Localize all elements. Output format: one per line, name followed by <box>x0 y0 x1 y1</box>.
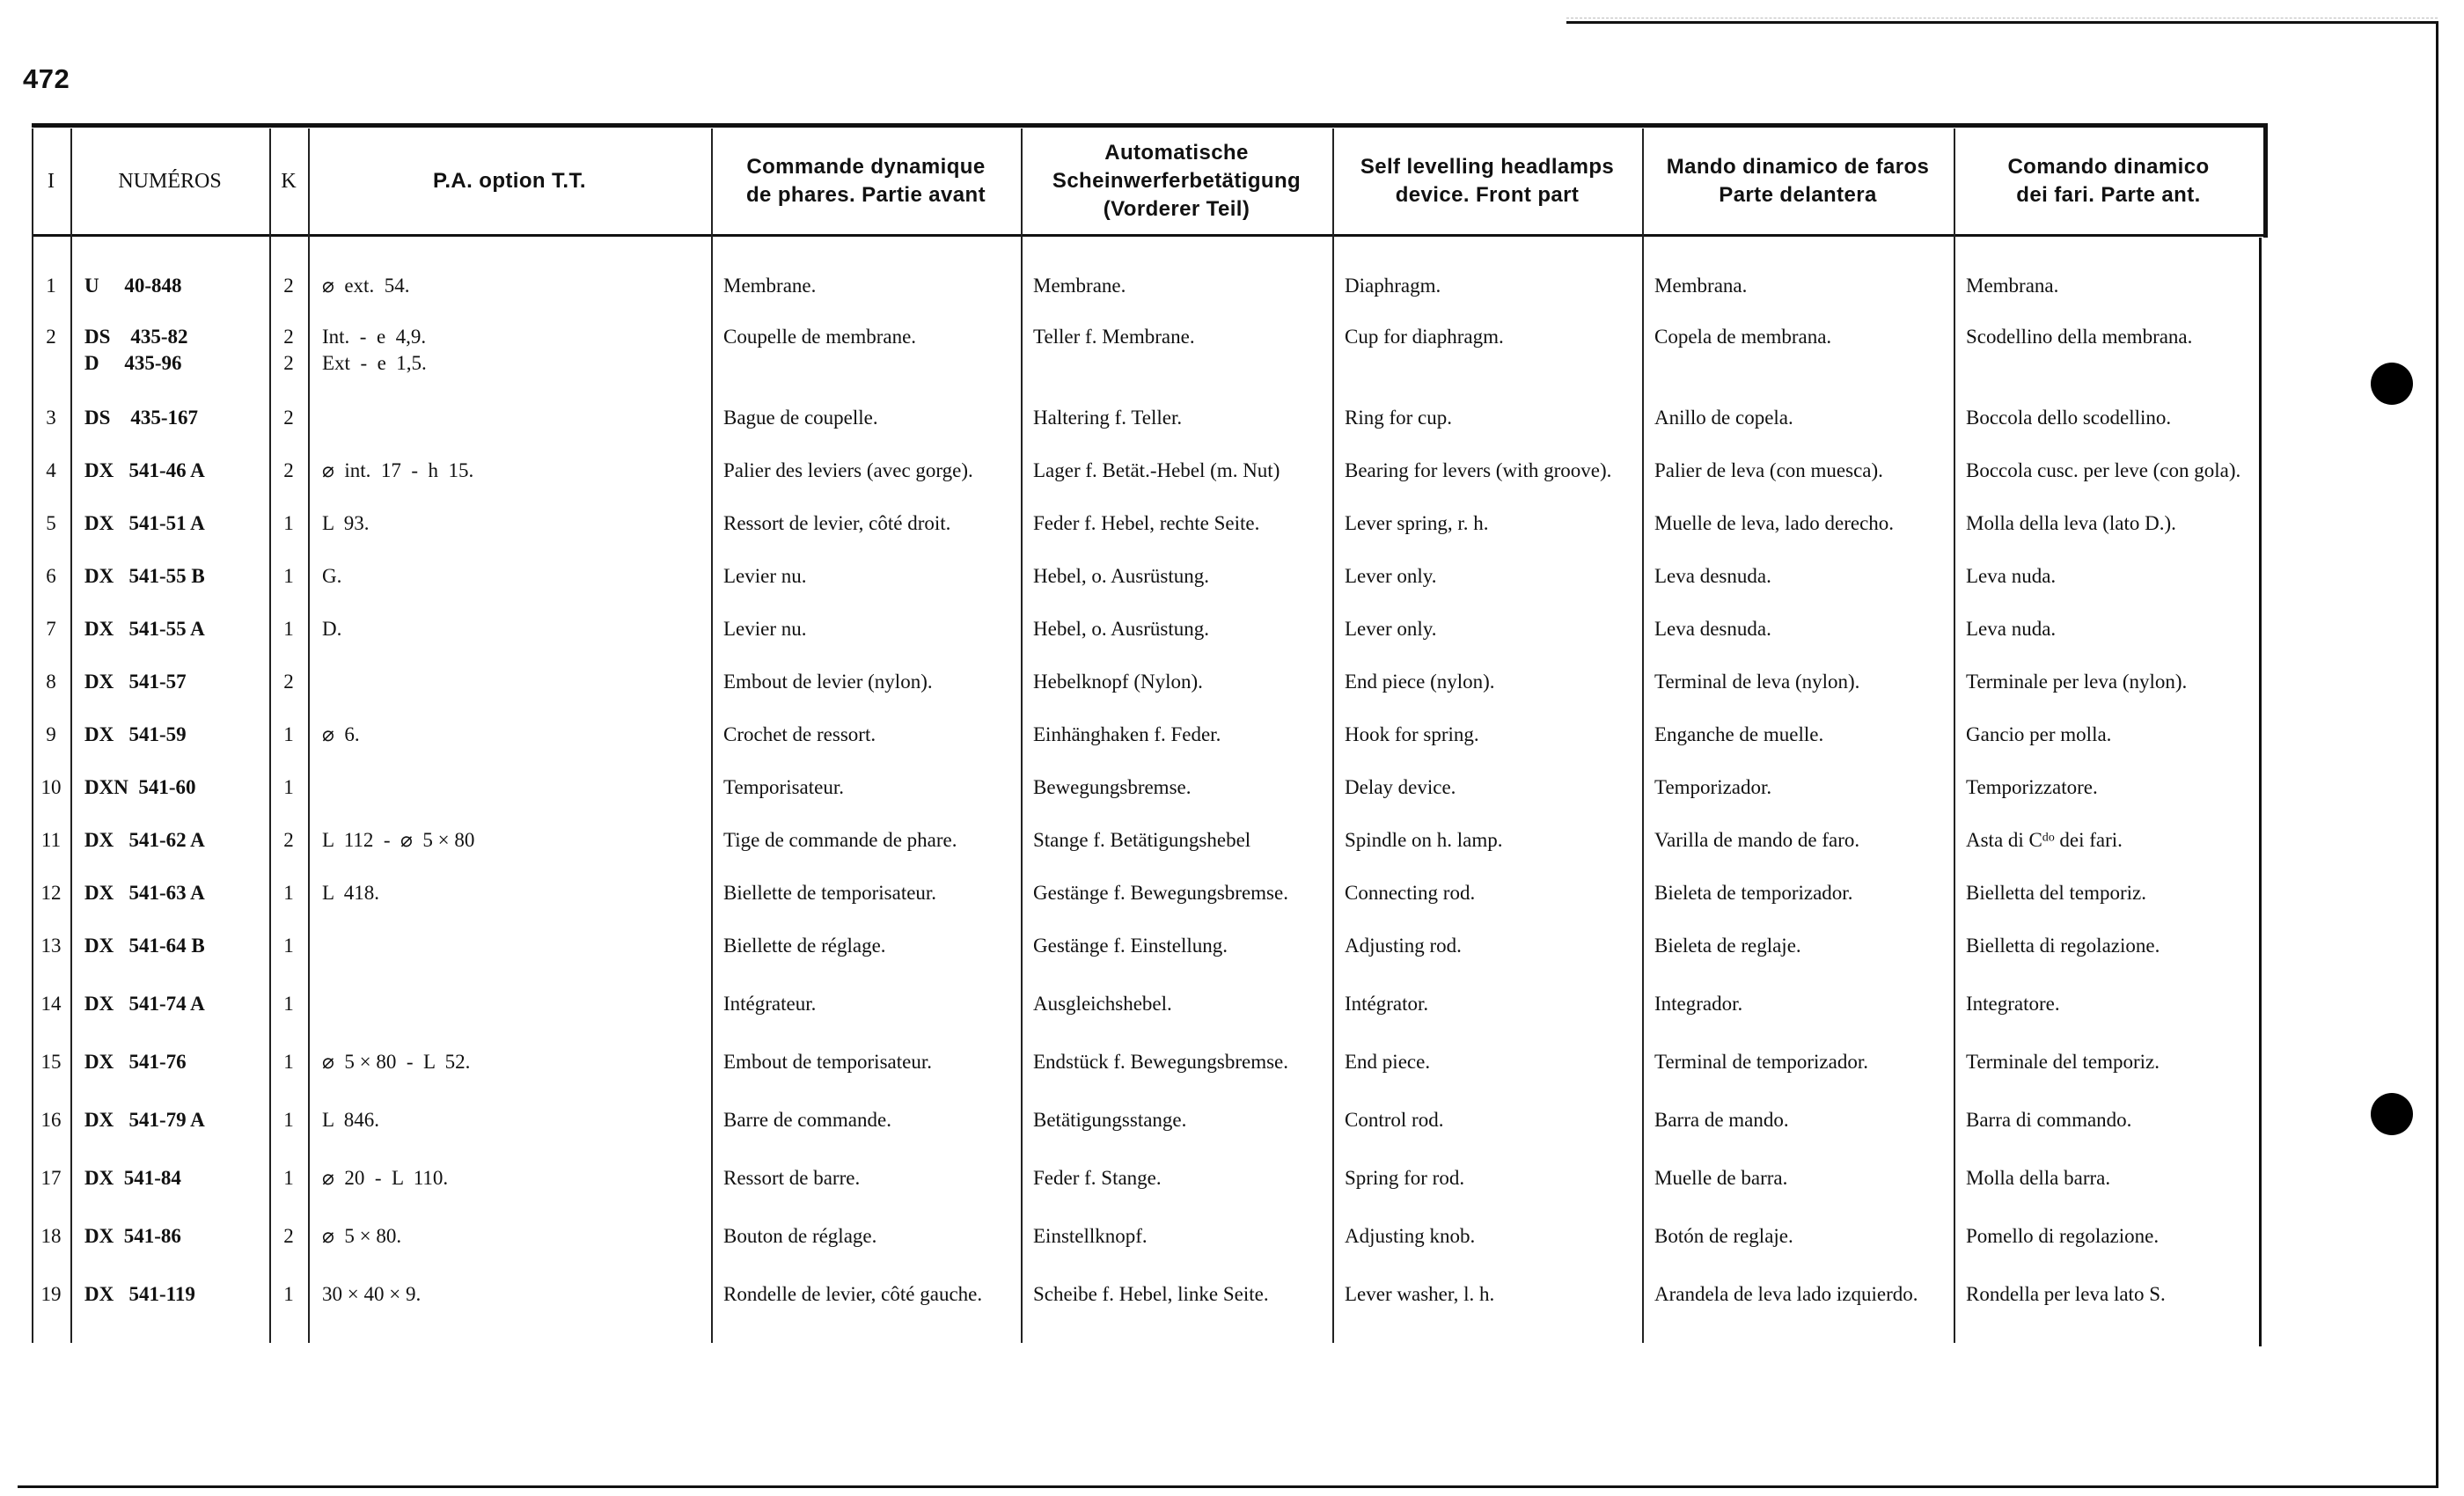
header-italian <box>1954 128 2263 234</box>
row-spanish: Terminal de leva (nylon). <box>1654 671 1860 693</box>
row-quantity-line: 1 <box>283 935 294 957</box>
header-spanish <box>1642 128 1954 234</box>
row-index: 10 <box>40 776 62 798</box>
row-english: Delay device. <box>1345 776 1456 798</box>
row-part-number <box>84 1107 260 1133</box>
row-index: 16 <box>40 1109 62 1131</box>
row-part-number <box>84 722 260 748</box>
row-french: Levier nu. <box>723 618 807 640</box>
row-spanish: Arandela de leva lado izquierdo. <box>1654 1283 1918 1305</box>
row-spanish: Varilla de mando de faro. <box>1654 829 1860 851</box>
row-english: Lever washer, l. h. <box>1345 1283 1495 1305</box>
row-italian: Boccola cusc. per leve (con gola). <box>1966 459 2241 481</box>
row-french: Embout de temporisateur. <box>723 1051 932 1073</box>
row-quantity <box>273 563 304 590</box>
row-option-line: ⌀ 20 - L 110. <box>322 1167 449 1189</box>
row-german: Feder f. Hebel, rechte Seite. <box>1033 512 1260 534</box>
row-quantity <box>273 324 304 377</box>
row-french: Bouton de réglage. <box>723 1225 877 1247</box>
row-english: Lever only. <box>1345 565 1437 587</box>
row-english: Intégrator. <box>1345 993 1429 1015</box>
row-part-number-line: DX 541-62 A <box>84 829 205 851</box>
row-index: 14 <box>40 993 62 1015</box>
header-italian-line: Comando dinamico <box>2007 155 2210 179</box>
row-option-line: Int. - e 4,9. <box>322 326 427 348</box>
row-quantity-line: 1 <box>283 1167 294 1189</box>
row-french: Ressort de levier, côté droit. <box>723 512 951 534</box>
row-index: 8 <box>46 671 56 693</box>
row-spanish: Bieleta de temporizador. <box>1654 882 1853 904</box>
row-part-number <box>84 774 260 801</box>
frame-bottom-line <box>18 1485 2438 1488</box>
row-spanish: Terminal de temporizador. <box>1654 1051 1868 1073</box>
table-row <box>0 510 2288 563</box>
frame-top-line <box>1566 21 2438 24</box>
row-part-number <box>84 1223 260 1250</box>
row-quantity <box>273 880 304 906</box>
row-quantity-line: 2 <box>283 275 294 297</box>
row-index: 15 <box>40 1051 62 1073</box>
row-quantity-line: 1 <box>283 565 294 587</box>
row-italian: Pomello di regolazione. <box>1966 1225 2160 1247</box>
header-spanish-line: Mando dinamico de faros <box>1666 155 1930 179</box>
row-option-line: L 418. <box>322 882 379 904</box>
row-quantity <box>273 774 304 801</box>
row-english: Adjusting knob. <box>1345 1225 1476 1247</box>
row-part-number-line: DX 541-119 <box>84 1283 195 1305</box>
row-part-number <box>84 827 260 854</box>
table-row <box>0 991 2288 1044</box>
table-top-rule <box>32 123 2267 128</box>
row-part-number-line: DX 541-74 A <box>84 993 205 1015</box>
row-index: 2 <box>46 326 56 348</box>
row-option-line: L 846. <box>322 1109 379 1131</box>
row-english: Lever only. <box>1345 618 1437 640</box>
row-quantity <box>273 991 304 1017</box>
row-french: Palier des leviers (avec gorge). <box>723 459 973 481</box>
row-option-line: Ext - e 1,5. <box>322 352 427 374</box>
row-english: Bearing for levers (with groove). <box>1345 459 1612 481</box>
row-english: Adjusting rod. <box>1345 935 1462 957</box>
row-german: Membrane. <box>1033 275 1126 297</box>
row-german: Stange f. Betätigungshebel <box>1033 829 1251 851</box>
row-quantity-line: 2 <box>283 407 294 429</box>
row-german: Endstück f. Bewegungsbremse. <box>1033 1051 1288 1073</box>
row-option-line: ⌀ int. 17 - h 15. <box>322 459 474 481</box>
row-part-number <box>84 273 260 299</box>
row-part-number-line: DX 541-55 B <box>84 565 205 587</box>
row-option <box>322 1281 700 1308</box>
row-german: Hebel, o. Ausrüstung. <box>1033 565 1209 587</box>
row-german: Teller f. Membrane. <box>1033 326 1195 348</box>
row-option <box>322 1049 700 1075</box>
row-option-line: ⌀ 5 × 80. <box>322 1225 402 1247</box>
header-french-line: de phares. Partie avant <box>746 183 986 207</box>
row-spanish: Copela de membrana. <box>1654 326 1832 348</box>
row-french: Tige de commande de phare. <box>723 829 957 851</box>
row-english: Diaphragm. <box>1345 275 1441 297</box>
row-french: Membrane. <box>723 275 817 297</box>
header-french <box>711 128 1021 234</box>
header-qty: K <box>281 170 297 193</box>
row-option <box>322 1107 700 1133</box>
row-index: 13 <box>40 935 62 957</box>
row-part-number-line: DS 435-167 <box>84 407 199 429</box>
row-english: Lever spring, r. h. <box>1345 512 1489 534</box>
header-german-line: (Vorderer Teil) <box>1103 197 1250 221</box>
row-option <box>322 324 700 377</box>
row-part-number-line: DX 541-63 A <box>84 882 205 904</box>
row-english: Control rod. <box>1345 1109 1444 1131</box>
row-english: End piece (nylon). <box>1345 671 1495 693</box>
header-english-line: device. Front part <box>1395 183 1580 207</box>
header-german-line: Scheinwerferbetätigung <box>1052 169 1302 193</box>
table-row <box>0 616 2288 669</box>
row-italian: Bielletta del temporiz. <box>1966 882 2147 904</box>
table-row <box>0 458 2288 510</box>
row-option-line: ⌀ 6. <box>322 723 360 745</box>
table-row <box>0 722 2288 774</box>
row-part-number <box>84 405 260 431</box>
row-option-line: L 112 - ⌀ 5 × 80 <box>322 829 475 851</box>
row-french: Levier nu. <box>723 565 807 587</box>
row-french: Biellette de réglage. <box>723 935 886 957</box>
table-row <box>0 827 2288 880</box>
row-italian: Molla della barra. <box>1966 1167 2111 1189</box>
row-french: Rondelle de levier, côté gauche. <box>723 1283 983 1305</box>
row-part-number <box>84 669 260 695</box>
row-german: Gestänge f. Einstellung. <box>1033 935 1228 957</box>
table-row <box>0 405 2288 458</box>
row-option <box>322 458 700 484</box>
row-english: Spring for rod. <box>1345 1167 1465 1189</box>
row-italian: Scodellino della membrana. <box>1966 326 2193 348</box>
row-german: Betätigungsstange. <box>1033 1109 1187 1131</box>
row-quantity-line: 2 <box>283 459 294 481</box>
row-italian: Temporizzatore. <box>1966 776 2098 798</box>
row-option-line: ⌀ 5 × 80 - L 52. <box>322 1051 471 1073</box>
row-option <box>322 827 700 854</box>
row-quantity-line: 1 <box>283 993 294 1015</box>
row-index: 19 <box>40 1283 62 1305</box>
table-row <box>0 563 2288 616</box>
row-option <box>322 563 700 590</box>
row-german: Scheibe f. Hebel, linke Seite. <box>1033 1283 1269 1305</box>
header-french-line: Commande dynamique <box>746 155 986 179</box>
table-row <box>0 669 2288 722</box>
table-row <box>0 880 2288 933</box>
header-index: I <box>48 170 55 193</box>
row-quantity-line: 1 <box>283 882 294 904</box>
row-italian: Boccola dello scodellino. <box>1966 407 2172 429</box>
row-option <box>322 616 700 642</box>
row-italian: Integratore. <box>1966 993 2060 1015</box>
row-option-line: ⌀ ext. 54. <box>322 275 410 297</box>
row-quantity <box>273 273 304 299</box>
row-french: Ressort de barre. <box>723 1167 861 1189</box>
row-spanish: Botón de reglaje. <box>1654 1225 1793 1247</box>
row-quantity-line: 1 <box>283 618 294 640</box>
row-index: 18 <box>40 1225 62 1247</box>
row-part-number <box>84 510 260 537</box>
row-italian: Terminale del temporiz. <box>1966 1051 2160 1073</box>
row-quantity <box>273 1223 304 1250</box>
row-italian: Molla della leva (lato D.). <box>1966 512 2176 534</box>
row-german: Einstellknopf. <box>1033 1225 1148 1247</box>
row-part-number-line: DX 541-55 A <box>84 618 205 640</box>
row-french: Temporisateur. <box>723 776 844 798</box>
row-part-number-line: U 40-848 <box>84 275 182 297</box>
row-part-number-line: DXN 541-60 <box>84 776 196 798</box>
row-quantity-line: 2 <box>283 1225 294 1247</box>
header-option: P.A. option T.T. <box>433 169 586 193</box>
table-row <box>0 324 2288 377</box>
row-spanish: Palier de leva (con muesca). <box>1654 459 1883 481</box>
row-quantity-line: 1 <box>283 723 294 745</box>
row-quantity-line: 2 <box>283 829 294 851</box>
row-quantity <box>273 405 304 431</box>
row-spanish: Muelle de barra. <box>1654 1167 1788 1189</box>
row-spanish: Enganche de muelle. <box>1654 723 1824 745</box>
row-spanish: Barra de mando. <box>1654 1109 1789 1131</box>
row-italian: Terminale per leva (nylon). <box>1966 671 2188 693</box>
row-part-number-line: DX 541-86 <box>84 1225 181 1247</box>
row-part-number <box>84 880 260 906</box>
punch-hole <box>2371 1093 2413 1135</box>
row-option-line: 30 × 40 × 9. <box>322 1283 422 1305</box>
row-quantity <box>273 510 304 537</box>
table-row <box>0 933 2288 986</box>
row-quantity <box>273 1281 304 1308</box>
row-spanish: Leva desnuda. <box>1654 618 1771 640</box>
row-spanish: Bieleta de reglaje. <box>1654 935 1801 957</box>
row-italian: Leva nuda. <box>1966 618 2057 640</box>
row-spanish: Membrana. <box>1654 275 1748 297</box>
row-french: Bague de coupelle. <box>723 407 878 429</box>
row-index: 5 <box>46 512 56 534</box>
row-part-number <box>84 933 260 959</box>
table-row <box>0 1049 2288 1102</box>
row-part-number-line: DS 435-82 <box>84 326 188 348</box>
row-part-number <box>84 1049 260 1075</box>
header-german <box>1021 128 1332 234</box>
row-option-line: L 93. <box>322 512 370 534</box>
row-quantity-line: 2 <box>283 352 294 374</box>
row-italian: Gancio per molla. <box>1966 723 2112 745</box>
row-quantity <box>273 1107 304 1133</box>
row-english: Hook for spring. <box>1345 723 1479 745</box>
row-index: 17 <box>40 1167 62 1189</box>
row-quantity-line: 2 <box>283 326 294 348</box>
header-rule <box>32 234 2263 237</box>
row-quantity <box>273 669 304 695</box>
row-quantity <box>273 1049 304 1075</box>
row-spanish: Integrador. <box>1654 993 1743 1015</box>
row-part-number-line: DX 541-59 <box>84 723 187 745</box>
row-part-number-line: DX 541-51 A <box>84 512 205 534</box>
row-option <box>322 510 700 537</box>
row-italian: Asta di Cᵈᵒ dei fari. <box>1966 829 2123 851</box>
row-option-line: D. <box>322 618 342 640</box>
row-part-number <box>84 1281 260 1308</box>
row-german: Ausgleichshebel. <box>1033 993 1172 1015</box>
header-italian-line: dei fari. Parte ant. <box>2016 183 2201 207</box>
header-english-line: Self levelling headlamps <box>1360 155 1615 179</box>
row-part-number-line: DX 541-57 <box>84 671 187 693</box>
row-part-number <box>84 324 260 377</box>
table-row <box>0 1165 2288 1218</box>
row-italian: Membrana. <box>1966 275 2059 297</box>
punch-hole <box>2371 363 2413 405</box>
row-quantity <box>273 933 304 959</box>
table-row <box>0 1281 2288 1334</box>
row-italian: Rondella per leva lato S. <box>1966 1283 2166 1305</box>
frame-right-line <box>2436 21 2438 1486</box>
row-quantity-line: 1 <box>283 776 294 798</box>
row-index: 1 <box>46 275 56 297</box>
row-german: Gestänge f. Bewegungsbremse. <box>1033 882 1288 904</box>
row-quantity-line: 1 <box>283 1051 294 1073</box>
row-part-number-line: D 435-96 <box>84 352 182 374</box>
row-german: Feder f. Stange. <box>1033 1167 1162 1189</box>
row-part-number-line: DX 541-76 <box>84 1051 187 1073</box>
row-index: 7 <box>46 618 56 640</box>
row-index: 9 <box>46 723 56 745</box>
table-row <box>0 1223 2288 1276</box>
row-index: 12 <box>40 882 62 904</box>
row-italian: Leva nuda. <box>1966 565 2057 587</box>
row-french: Embout de levier (nylon). <box>723 671 933 693</box>
row-index: 3 <box>46 407 56 429</box>
table-right-rule <box>2263 123 2268 238</box>
row-option-line: G. <box>322 565 342 587</box>
row-french: Biellette de temporisateur. <box>723 882 937 904</box>
row-part-number <box>84 1165 260 1192</box>
row-option <box>322 1165 700 1192</box>
row-part-number-line: DX 541-64 B <box>84 935 205 957</box>
row-english: Spindle on h. lamp. <box>1345 829 1503 851</box>
header-spanish-line: Parte delantera <box>1719 183 1877 207</box>
row-english: Connecting rod. <box>1345 882 1476 904</box>
row-french: Barre de commande. <box>723 1109 891 1131</box>
row-part-number <box>84 563 260 590</box>
row-quantity <box>273 616 304 642</box>
row-spanish: Anillo de copela. <box>1654 407 1793 429</box>
row-quantity-line: 1 <box>283 1109 294 1131</box>
row-german: Bewegungsbremse. <box>1033 776 1192 798</box>
row-quantity <box>273 722 304 748</box>
row-option <box>322 722 700 748</box>
row-french: Crochet de ressort. <box>723 723 876 745</box>
row-german: Haltering f. Teller. <box>1033 407 1183 429</box>
row-option <box>322 1223 700 1250</box>
page-number: 472 <box>23 63 70 94</box>
row-italian: Barra di commando. <box>1966 1109 2132 1131</box>
row-quantity-line: 2 <box>283 671 294 693</box>
row-quantity-line: 1 <box>283 512 294 534</box>
table-row <box>0 774 2288 827</box>
header-english <box>1332 128 1642 234</box>
row-part-number-line: DX 541-46 A <box>84 459 205 481</box>
row-english: End piece. <box>1345 1051 1431 1073</box>
row-option <box>322 273 700 299</box>
row-part-number-line: DX 541-79 A <box>84 1109 205 1131</box>
row-german: Hebel, o. Ausrüstung. <box>1033 618 1209 640</box>
row-english: Cup for diaphragm. <box>1345 326 1504 348</box>
row-italian: Bielletta di regolazione. <box>1966 935 2160 957</box>
row-index: 6 <box>46 565 56 587</box>
row-french: Coupelle de membrane. <box>723 326 917 348</box>
row-part-number-line: DX 541-84 <box>84 1167 181 1189</box>
row-part-number <box>84 991 260 1017</box>
row-part-number <box>84 458 260 484</box>
header-german-line: Automatische <box>1104 141 1249 165</box>
row-quantity-line: 1 <box>283 1283 294 1305</box>
header-numbers: NUMÉROS <box>118 170 222 193</box>
row-index: 11 <box>40 829 62 851</box>
row-spanish: Leva desnuda. <box>1654 565 1771 587</box>
row-german: Hebelknopf (Nylon). <box>1033 671 1203 693</box>
table-row <box>0 273 2288 326</box>
row-option <box>322 880 700 906</box>
row-index: 4 <box>46 459 56 481</box>
row-part-number <box>84 616 260 642</box>
row-quantity <box>273 1165 304 1192</box>
row-spanish: Temporizador. <box>1654 776 1772 798</box>
row-german: Lager f. Betät.-Hebel (m. Nut) <box>1033 459 1280 481</box>
row-german: Einhänghaken f. Feder. <box>1033 723 1221 745</box>
row-french: Intégrateur. <box>723 993 817 1015</box>
table-row <box>0 1107 2288 1160</box>
row-quantity <box>273 827 304 854</box>
row-english: Ring for cup. <box>1345 407 1453 429</box>
row-spanish: Muelle de leva, lado derecho. <box>1654 512 1895 534</box>
row-quantity <box>273 458 304 484</box>
